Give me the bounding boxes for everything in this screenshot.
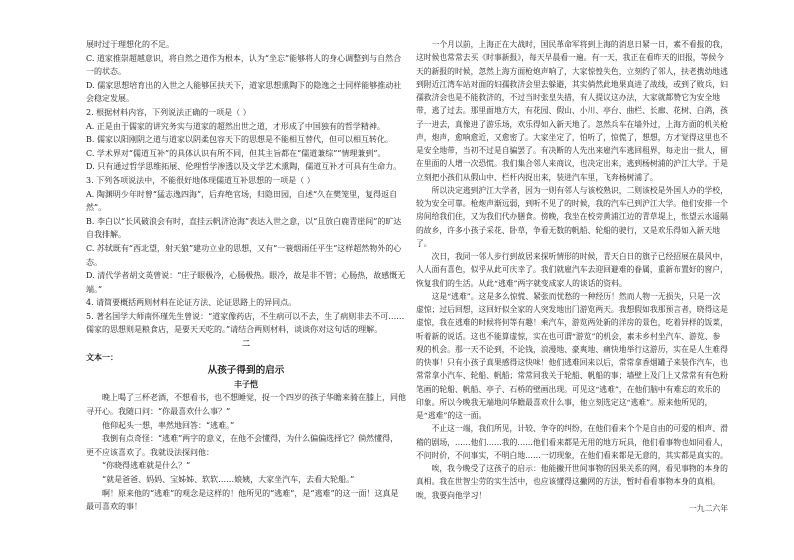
- essay-title: 从孩子得到的启示: [207, 365, 285, 377]
- essay-paragraph: “就是爸爸、妈妈、宝姊姊、软软……娘姨，大家坐汽车，去看大轮船。”: [102, 475, 355, 484]
- essay-paragraph: 晚上喝了三杯老酒，不想看书，也不想睡觉，捉一个四岁的孩子华瞻来骑在膝上，同他寻开心。我随口问：“你最喜欢什么事？”: [86, 393, 406, 417]
- essay-paragraph: 次日，我同一邻人步行到故居来探听情形的时候，青天白日的旗子已经招展在晨风中，人人面有喜色，似乎从此可庆幸了。我们就雇汽车去迎回避难的眷属，重新布置好的窗户，恢复我们的生活。从此“逃难”两字就变成家人的谈话的资料。: [416, 252, 728, 288]
- text-label: 文本一：: [86, 351, 118, 362]
- q3-option-a: A. 陶渊明少年时曾“猛志逸四海”，后弃绝官场，归隐田园，自述“久在樊笼里，复得返自然”。: [86, 189, 398, 213]
- q2-stem: 2. 根据材料内容，下列说法正确的一项是（ ）: [86, 107, 251, 117]
- essay-author: 丰子恺: [234, 378, 258, 389]
- essay-paragraph: “你晓得逃难就是什么？”: [102, 461, 191, 471]
- essay-paragraph: 他仰起头一想，率然地回答：“逃难。”: [102, 420, 235, 430]
- q2-option-d: D. 只有通过哲学思维拓展、伦理哲学渗透以及文学艺术熏陶，儒道互补才可具有生命力。: [86, 162, 402, 172]
- q2-option-a: A. 正是由于儒家的讲究务实与道家的超然出世之道，才形成了中国独有的哲学精神。: [86, 121, 385, 131]
- q1-tail: 展时过于理想化的不足。: [86, 40, 174, 49]
- essay-paragraph: 不止这一端，我们所见，计较、争夺的纠纷，在他们看来个个是自由的可爱的相声、滑稽的剧场，……他们……我的……他们看来都是无用的地方玩具，他们看事物也如同看人，不问时价，不问事实，不明白地……一切现象，在他们看来都是无意的，其实都是真实的。: [416, 424, 728, 460]
- essay-date: 一九二六年: [689, 503, 728, 513]
- section-number: 二: [242, 338, 250, 349]
- essay-paragraph: 这是“逃难”。这是多么惊慌、紧张而忧愁的一种经历！然而人物一无损失，只是一次虚惊；过后回想，这回好似全家的人突发地出门游览两天。我想假如我那预言者，晓得这是虚惊，我在逃难的时候将何等有趣！乘汽车，游览两处新的洋房的景色，吃着异样的饭菜，听着新的说话。这也不能算虚惊，实在也可谓“游览”的机会，素未乡村坐汽车、游览、参观的机会。那一天不论到，不论钱，浪漫地、豪爽地、痛快地举行这游历，实在是人生难得的快事！只有小孩子真果感得这快味！他们逃难回来以后，常常拿香烟罐子来装作汽车，也常常拿小汽车、轮船、帆船；常常同我关于轮船、帆船的事；墙壁上及门上又常常有有色粉笔画的轮船、帆船、亭子、石桥的壁画出现。可见这“逃难”，在他们脑中有难忘的欢乐的印象。所以今晚我无端地问华瞻最喜欢什么事，他立刻选定这“逃难”。原来他所见的，是“逃难”的这一面。: [416, 291, 728, 420]
- q2-option-b: B. 儒家以阳刚阴之道与道家以阴柔包容天下的思想是不能相互替代，但可以相互转化。: [86, 135, 393, 145]
- q1-option-c: C. 道家推崇超越意识，将自然之道作为根本，认为“坐忘”能够将人的身心调整到与自然合一的状态。: [86, 53, 402, 77]
- essay-paragraph: 啊！原来他的“逃难”的观念是这样的！他所见的“逃难”，是“逃难”的这一面！这真是最可喜欢的事！: [86, 488, 399, 512]
- essay-paragraph: 我倒有点奇怪：“逃难”两字的意义，在他不会懂得，为什么偏偏选择它？倘然懂得，更不应该喜欢了。我就设法探问他：: [86, 434, 399, 457]
- q3-option-d: D. 清代学者胡文英曾说：“庄子眼极冷，心肠极热。眼冷，故是非不管；心肠热，故感慨无端。”: [86, 271, 406, 294]
- q2-option-c: C. 学术界对“儒道互补”的具体认识有所不同，但其主旨都在“儒道兼综”“情理兼到”。: [86, 148, 386, 158]
- q3-option-b: B. 李白以“长风破浪会有时，直挂云帆济沧海”表达入世之意，以“且放白鹿青崖间”的旷达自我排解。: [86, 216, 402, 240]
- left-column: [86, 38, 406, 514]
- q3-option-c: C. 苏轼既有“西北望，射天狼”建功立业的思想，又有“一蓑烟雨任平生”这样超然物外的心态。: [86, 243, 402, 267]
- q3-stem: 3. 下列各项说法中，不能很好地体现儒道互补思想的一项是（ ）: [86, 175, 315, 185]
- right-column: [416, 38, 728, 515]
- essay-paragraph: 唉，我今晚受了这孩子的启示：他能撇开世间事物的因果关系的网，看见事物的本身的真相。我在世智尘劳的实生活中，也应该懂得这撇网的方法，暂时看看事物本身的真相。唉，我要向他学习！: [416, 464, 728, 500]
- q1-option-d: D. 儒家思想培育出的入世之人能够匡扶天下，道家思想熏陶下的隐逸之士同样能够推动社会稳定发展。: [86, 80, 402, 104]
- q5: 5. 著名国学大师南怀瑾先生曾说：“道家像药店，不生病可以不去，生了病则非去不可……儒家的思想则是粮食店，是要天天吃的。”请结合两则材料，谈谈你对这句话的理解。: [86, 311, 405, 335]
- essay-paragraph: 一个月以前，上海正在大战时，国民革命军将到上海的消息日紧一日，素不看报的我，这时候也常常去买《时事新报》，每天早晨看一遍。有一天，我正在看昨天的旧报，等候今天的新报的时候，忽然上海方面枪炮声响了，大家惊惶失色，立刻约了邻人，扶老携幼地逃到附近江湾车站对面的妇孺救济会里去躲避，其实倘然此地果真进了战线，或到了败兵，妇孺救济会也是不能救济的，不过当时张皇失措，有人提议这办法，大家就都赞它为安全地带，逃了过去。那里面地方大，有花园、假山、小川、亭台、曲栏、长廊、花树、白鸽，孩子一进去，真像进了游乐场，欢乐得如入新天地了。忽然兵车在墙外过，上海方面的机关枪声，炮声，愈响愈近，又愈密了。大家坐定了，怕听了，惊慌了，想想，方才觉得这里也不是安全地带，当初不过是自骗罢了。有决断的人先出来雇汽车逃回租界，每走出一批人，留在里面的人增一次恐慌。我们集合邻人来商议，也决定出来，逃到杨树浦的沪江大学。于是立刻把小孩们从假山中、栏杆内捉出来，装进汽车里，飞奔杨树浦了。: [416, 40, 728, 182]
- essay-paragraph: 所以决定逃到沪江大学者，因为一则有邻人与该校熟识，二则该校是外国人办的学校，较为安全可靠。枪炮声渐远弱，到听不见了的时候，我的汽车已到沪江大学。他们安排一个房间给我们住，又为我们代办膳食。傍晚，我坐在校旁黄浦江边的青草堤上，怅望云水遥隔的故乡，许多小孩子采花、卧草，争看无数的帆船、轮船的驶行，又是欢乐得如入新天地了。: [416, 185, 728, 248]
- q4: 4. 请简要概括两则材料在论证方法、论证思路上的异同点。: [86, 298, 297, 308]
